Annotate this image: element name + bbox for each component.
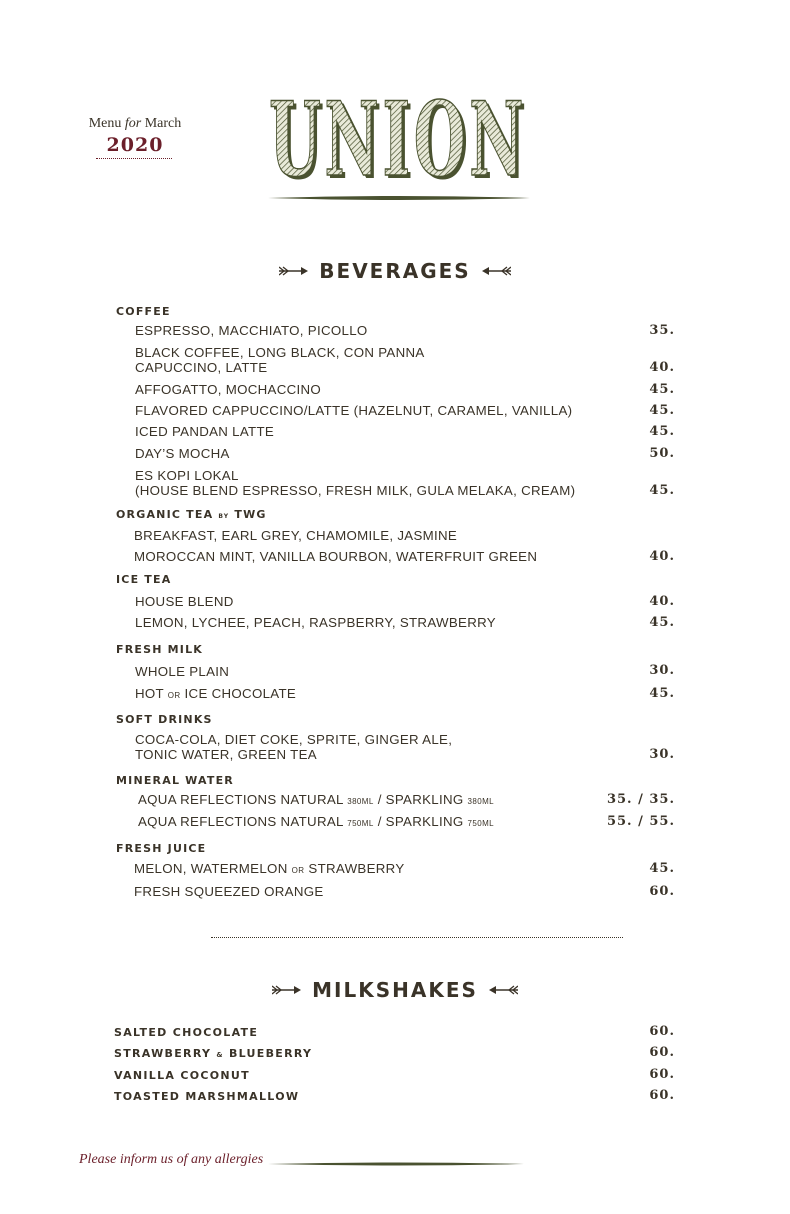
milkshake-item: TOASTED MARSHMALLOW [114, 1090, 300, 1103]
category-soft-drinks: SOFT DRINKS [116, 713, 213, 726]
item-price: 45. [649, 615, 675, 630]
menu-prefix: Menu [88, 116, 122, 131]
category-mineral-water: MINERAL WATER [116, 774, 234, 787]
item-price: 60. [649, 1067, 675, 1082]
menu-item: BREAKFAST, EARL GREY, CHAMOMILE, JASMINE [134, 528, 458, 543]
item-part: HOT [135, 686, 164, 701]
milkshake-item [114, 1047, 312, 1060]
menu-item: DAY’S MOCHA [135, 446, 230, 461]
milkshakes-heading: MILKSHAKES [312, 978, 478, 1002]
item-size: 380ML [347, 797, 374, 806]
logo-underline [268, 194, 530, 202]
menu-item: WHOLE PLAIN [135, 664, 230, 679]
svg-text:UNION: UNION [272, 90, 530, 182]
item-price: 45. [649, 424, 675, 439]
menu-item: FLAVORED CAPPUCCINO/LATTE (HAZELNUT, CARAMEL, VANILLA) [135, 403, 573, 418]
item-part: MELON, WATERMELON [134, 861, 288, 876]
item-price: 40. [649, 549, 675, 564]
item-price: 35. [649, 323, 675, 338]
menu-item: FRESH SQUEEZED ORANGE [134, 884, 324, 899]
milkshake-item: VANILLA COCONUT [114, 1069, 250, 1082]
item-price: 55. / 55. [606, 814, 675, 829]
organic-tea-by: BY [218, 513, 230, 520]
item-price: 30. [649, 663, 675, 678]
category-coffee: COFFEE [116, 305, 171, 318]
category-fresh-milk: FRESH MILK [116, 643, 204, 656]
item-part: BLUEBERRY [228, 1047, 313, 1060]
menu-item: BLACK COFFEE, LONG BLACK, CON PANNA [135, 345, 425, 360]
item-or: OR [291, 866, 305, 875]
item-price: 45. [649, 403, 675, 418]
beverages-heading: BEVERAGES [319, 259, 471, 283]
item-price: 45. [649, 686, 675, 701]
item-size: 380ML [467, 797, 494, 806]
organic-tea-label: ORGANIC TEA [116, 508, 214, 521]
item-size: 750ML [347, 819, 374, 828]
item-price: 35. / 35. [606, 792, 675, 807]
item-size: 750ML [467, 819, 494, 828]
menu-item [138, 814, 494, 831]
item-price: 60. [649, 1024, 675, 1039]
menu-item: CAPUCCINO, LATTE [135, 360, 268, 375]
item-part: AQUA REFLECTIONS NATURAL [138, 792, 344, 807]
item-part: ICE CHOCOLATE [184, 686, 297, 701]
organic-tea-brand: TWG [234, 508, 267, 521]
menu-for-label [80, 116, 190, 132]
item-price: 60. [649, 1045, 675, 1060]
beverages-title [0, 259, 790, 283]
item-part: STRAWBERRY [114, 1047, 212, 1060]
menu-item: ICED PANDAN LATTE [135, 424, 275, 439]
item-amp: & [216, 1051, 224, 1059]
menu-item: LEMON, LYCHEE, PEACH, RASPBERRY, STRAWBERRY [135, 615, 496, 630]
item-price: 45. [649, 861, 675, 876]
item-price: 60. [649, 884, 675, 899]
allergy-note: Please inform us of any allergies [79, 1152, 264, 1167]
menu-item: HOUSE BLEND [135, 594, 234, 609]
item-or: OR [167, 691, 181, 700]
item-part: / SPARKLING [377, 814, 464, 829]
year-dotted-rule [96, 158, 172, 159]
menu-item: COCA-COLA, DIET COKE, SPRITE, GINGER ALE, [135, 732, 453, 747]
arrow-right-icon [279, 266, 309, 276]
menu-item [135, 686, 296, 703]
menu-year: 2020 [106, 134, 164, 156]
item-part: STRAWBERRY [308, 861, 405, 876]
arrow-right-icon [272, 985, 302, 995]
footer-rule [268, 1160, 524, 1168]
item-price: 60. [649, 1088, 675, 1103]
svg-text:UNION: UNION [269, 90, 527, 182]
milkshake-item: SALTED CHOCOLATE [114, 1026, 259, 1039]
item-price: 30. [649, 747, 675, 762]
item-price: 40. [649, 594, 675, 609]
milkshakes-title [0, 978, 790, 1002]
menu-month: March [144, 116, 182, 131]
union-logo [258, 90, 538, 182]
item-part: / SPARKLING [377, 792, 464, 807]
item-price: 45. [649, 483, 675, 498]
arrow-left-icon [481, 266, 511, 276]
item-part: AQUA REFLECTIONS NATURAL [138, 814, 344, 829]
menu-item: AFFOGATTO, MOCHACCINO [135, 382, 322, 397]
category-ice-tea: ICE TEA [116, 573, 172, 586]
category-fresh-juice: FRESH JUICE [116, 842, 207, 855]
menu-item: (HOUSE BLEND ESPRESSO, FRESH MILK, GULA MELAKA, CREAM) [135, 483, 576, 498]
arrow-left-icon [488, 985, 518, 995]
menu-for-word: for [124, 116, 142, 131]
item-price: 45. [649, 382, 675, 397]
menu-item: TONIC WATER, GREEN TEA [135, 747, 317, 762]
menu-item: ESPRESSO, MACCHIATO, PICOLLO [135, 323, 368, 338]
menu-item: ES KOPI LOKAL [135, 468, 239, 483]
menu-item [134, 861, 405, 878]
item-price: 40. [649, 360, 675, 375]
category-organic-tea [116, 508, 267, 521]
item-price: 50. [649, 446, 675, 461]
menu-item: MOROCCAN MINT, VANILLA BOURBON, WATERFRUIT GREEN [134, 549, 538, 564]
section-divider [211, 937, 623, 938]
menu-item [138, 792, 494, 809]
